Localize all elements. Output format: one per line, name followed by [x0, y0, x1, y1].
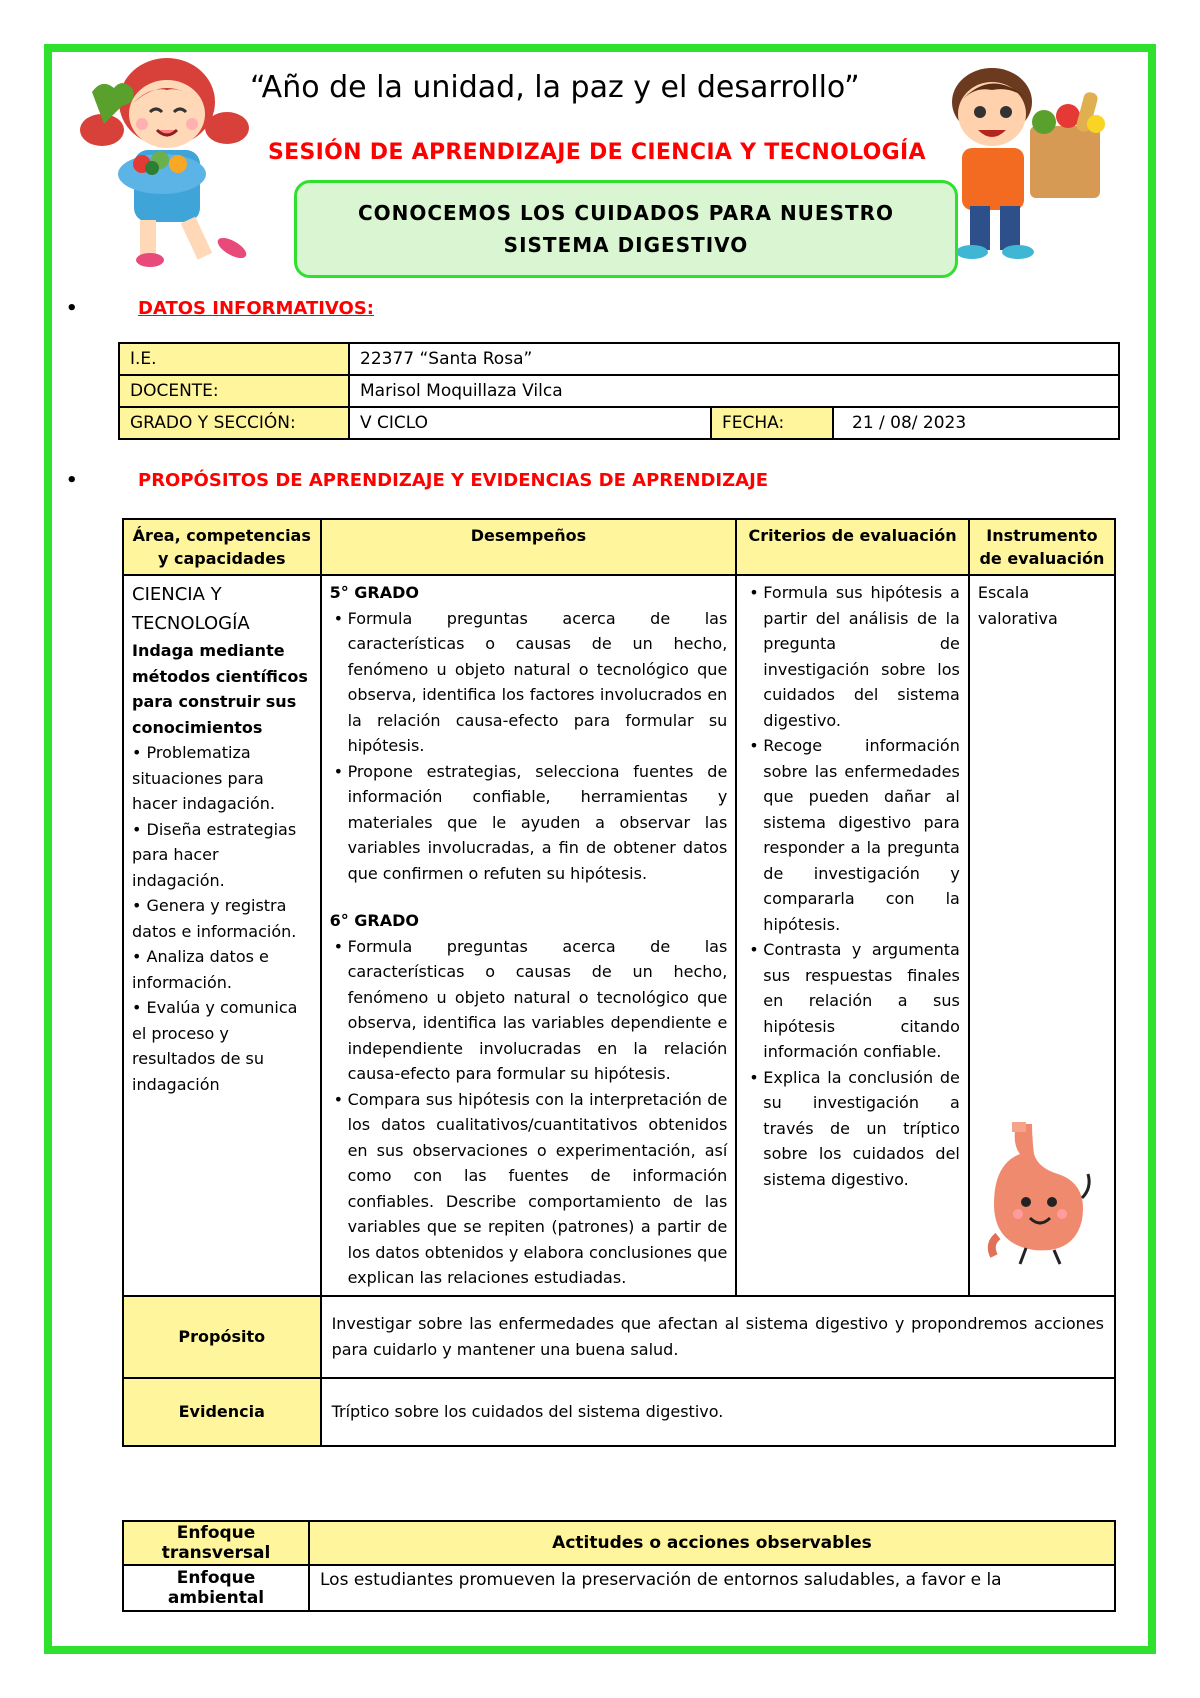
actitudes-col-header: Actitudes o acciones observables [309, 1521, 1115, 1565]
instrumento-text: Escala valorativa [977, 583, 1058, 628]
evidencia-text: Tríptico sobre los cuidados del sistema digestivo. [321, 1378, 1115, 1446]
list-item: • Explica la conclusión de su investigación a través de un tríptico sobre los cuidados del sistema digestivo. [763, 1065, 960, 1193]
enfoque-col-header: Enfoque transversal [123, 1521, 309, 1565]
table-header-row [123, 519, 1115, 575]
table-row [119, 343, 1119, 375]
enfoque-ambiental-label: Enfoque ambiental [123, 1565, 309, 1611]
docente-value: Marisol Moquillaza Vilca [349, 375, 1119, 407]
propositos-heading [66, 470, 768, 491]
grade-5-title: 5° GRADO [329, 583, 419, 602]
proposito-label: Propósito [123, 1296, 321, 1378]
table-header-row [123, 1521, 1115, 1565]
list-item: • Compara sus hipótesis con la interpretación de los datos cualitativos/cuantitativos obtenidos en sus observaciones o experimentación, así como con las fuentes de información confiables. Describe comportamiento de las variables que se repiten (patrones) a partir de los datos obtenidos y elabora conclusiones que explican las relaciones estudiadas. [348, 1087, 728, 1291]
bullet-icon: • [66, 298, 78, 319]
list-item: • Contrasta y argumenta sus respuestas finales en relación a sus hipótesis citando información confiable. [763, 937, 960, 1065]
desempenos-cell [321, 575, 737, 1296]
competencia: Indaga mediante métodos científicos para construir sus conocimientos [132, 641, 308, 737]
list-item: • Formula preguntas acerca de las características o causas de un hecho, fenómeno u objeto natural o tecnológico que observa, identifica las variables dependiente e independiente involucradas en la relación causa-efecto para formular su hipótesis. [348, 934, 728, 1087]
proposito-text: Investigar sobre las enfermedades que afectan al sistema digestivo y propondremos acciones para cuidarlo y mantener una buena salud. [321, 1296, 1115, 1378]
list-item: • Propone estrategias, selecciona fuentes de información confiable, herramientas y materiales que le ayuden a observar las variables involucradas, a fin de obtener datos que confirmen o refuten su hipótesis. [348, 759, 728, 887]
table-row [123, 1565, 1115, 1611]
capacidad: • Problematiza situaciones para hacer indagación. [132, 743, 276, 813]
ie-label: I.E. [119, 343, 349, 375]
ie-value: 22377 “Santa Rosa” [349, 343, 1119, 375]
col-area-header: Área, competencias y capacidades [123, 519, 321, 575]
capacidad: • Diseña estrategias para hacer indagación. [132, 819, 297, 890]
desempenos-6-list [330, 934, 728, 1291]
enfoque-ambiental-text: Los estudiantes promueven la preservación de entornos saludables, a favor e la [309, 1565, 1115, 1611]
capacidad: • Analiza datos e información. [132, 947, 269, 992]
year-motto: “Año de la unidad, la paz y el desarrollo” [250, 70, 860, 105]
propositos-table [122, 518, 1116, 1447]
criterios-cell [736, 575, 969, 1296]
topic-line-2: SISTEMA DIGESTIVO [503, 233, 749, 257]
fecha-label: FECHA: [711, 407, 833, 439]
bullet-icon: • [66, 470, 78, 491]
propositos-heading-text: PROPÓSITOS DE APRENDIZAJE Y EVIDENCIAS DE APRENDIZAJE [138, 470, 769, 491]
evidencia-label: Evidencia [123, 1378, 321, 1446]
desempenos-5-list [330, 606, 728, 887]
list-item: • Recoge información sobre las enfermedades que pueden dañar al sistema digestivo para responder a la pregunta de investigación y compararla con la hipótesis. [763, 733, 960, 937]
criterios-list [745, 580, 960, 1192]
datos-heading [66, 298, 374, 319]
session-title: SESIÓN DE APRENDIZAJE DE CIENCIA Y TECNOLOGÍA [268, 140, 926, 165]
info-table [118, 342, 1120, 440]
grado-value: V CICLO [349, 407, 711, 439]
fecha-value: 21 / 08/ 2023 [833, 407, 1119, 439]
instrumento-cell [969, 575, 1115, 1296]
topic-box [294, 180, 958, 278]
area-cell [123, 575, 321, 1296]
col-desempenos-header: Desempeños [321, 519, 737, 575]
datos-heading-text: DATOS INFORMATIVOS: [138, 298, 375, 319]
table-row [123, 575, 1115, 1296]
col-instrumento-header: Instrumento de evaluación [969, 519, 1115, 575]
table-row [123, 1378, 1115, 1446]
table-row [119, 375, 1119, 407]
area-title: CIENCIA Y TECNOLOGÍA [132, 584, 250, 634]
capacidad: • Evalúa y comunica el proceso y resultados de su indagación [132, 998, 298, 1094]
docente-label: DOCENTE: [119, 375, 349, 407]
list-item: • Formula sus hipótesis a partir del análisis de la pregunta de investigación sobre los cuidados del sistema digestivo. [763, 580, 960, 733]
enfoque-table [122, 1520, 1116, 1612]
list-item: • Formula preguntas acerca de las características o causas de un hecho, fenómeno u objeto natural o tecnológico que observa, identifica los factores involucrados en la relación causa-efecto para formular su hipótesis. [348, 606, 728, 759]
table-row [123, 1296, 1115, 1378]
col-criterios-header: Criterios de evaluación [736, 519, 969, 575]
table-row [119, 407, 1119, 439]
topic-line-1: CONOCEMOS LOS CUIDADOS PARA NUESTRO [357, 201, 895, 225]
capacidad: • Genera y registra datos e información. [132, 896, 297, 941]
grade-6-title: 6° GRADO [329, 911, 419, 930]
grado-label: GRADO Y SECCIÓN: [119, 407, 349, 439]
girl-with-salad-illustration [62, 52, 272, 280]
stomach-character-illustration [976, 1118, 1096, 1268]
